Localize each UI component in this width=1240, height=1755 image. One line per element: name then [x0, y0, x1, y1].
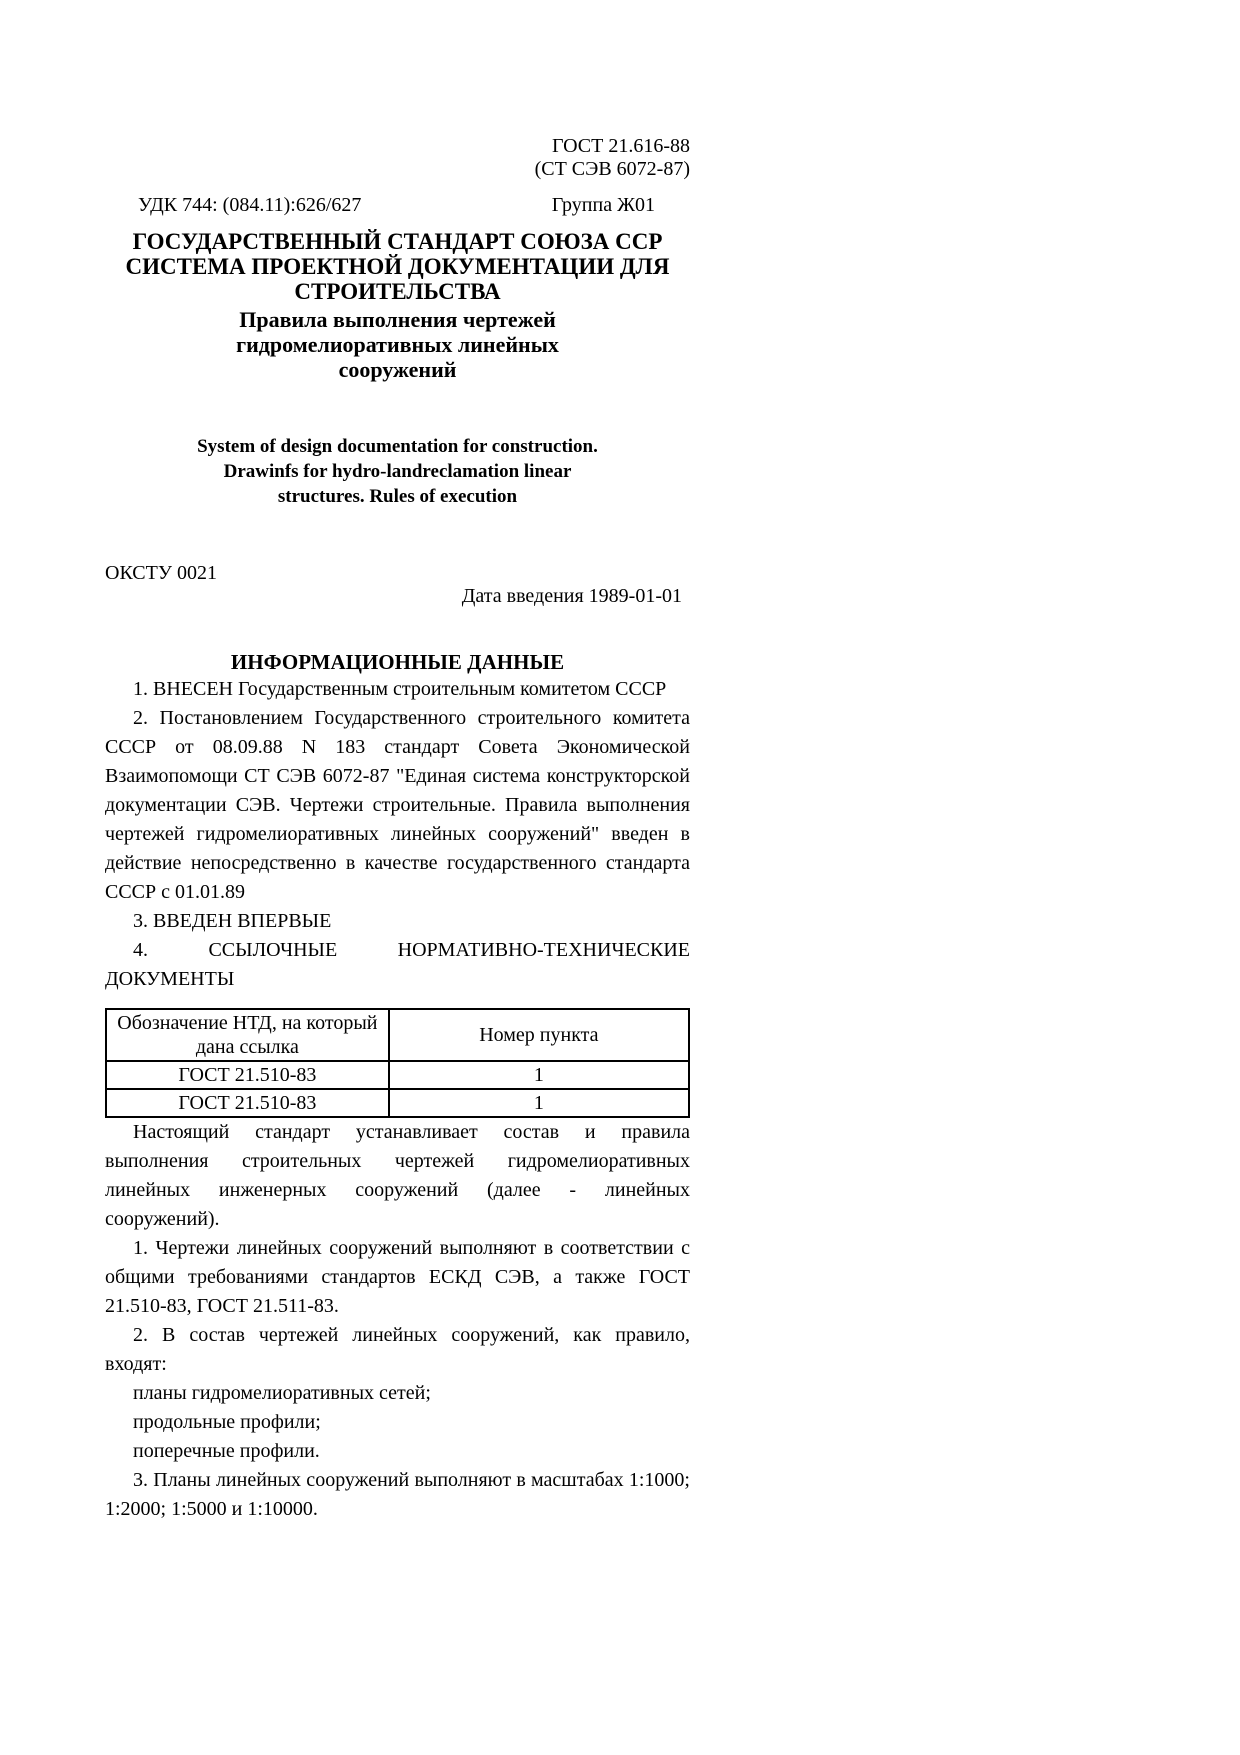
subtitle-ru-line-1: Правила выполнения чертежей [239, 307, 556, 332]
info-data-heading: ИНФОРМАЦИОННЫЕ ДАННЫЕ [230, 650, 565, 674]
table-header-item-number: Номер пункта [389, 1009, 689, 1061]
table-cell-ntd: ГОСТ 21.510-83 [106, 1061, 389, 1089]
body-item-2: 2. В состав чертежей линейных сооружений, как правило, входят: [105, 1324, 690, 1375]
text-column [105, 0, 690, 1524]
table-row [106, 1089, 689, 1117]
standard-code: ГОСТ 21.616-88 [552, 135, 690, 157]
body-item-2c: поперечные профили. [133, 1440, 320, 1462]
body-item-1: 1. Чертежи линейных сооружений выполняют в соответствии с общими требованиями стандартов ЕСКД СЭВ, а также ГОСТ 21.510-83, ГОСТ 21.511-83. [105, 1237, 690, 1317]
title-ru-line-3: СТРОИТЕЛЬСТВА [294, 279, 501, 304]
standard-code-alt: (СТ СЭВ 6072-87) [534, 158, 690, 180]
udk-group-row [105, 194, 690, 217]
body-item-2b: продольные профили; [133, 1411, 321, 1433]
info-item-3: 3. ВВЕДЕН ВПЕРВЫЕ [133, 910, 332, 932]
document-title-ru [105, 229, 690, 304]
introduction-date: Дата введения 1989-01-01 [461, 585, 682, 607]
title-en-line-3: structures. Rules of execution [277, 486, 518, 507]
info-item-2: 2. Постановлением Государственного строительного комитета СССР от 08.09.88 N 183 стандарт Совета Экономической Взаимопомощи СТ СЭВ 6072-87 "Единая система конструкторской документации СЭВ. Чертежи строительные. Правила выполнения чертежей гидромелиоративных линейных сооружений" введен в действие непосредственно в качестве государственного стандарта СССР с 01.01.89 [105, 707, 690, 903]
udk-number: УДК 744: (084.11):626/627 [138, 194, 362, 216]
body-item-3: 3. Планы линейных сооружений выполняют в масштабах 1:1000; 1:2000; 1:5000 и 1:10000. [105, 1469, 690, 1520]
info-item-4: 4. ССЫЛОЧНЫЕ НОРМАТИВНО-ТЕХНИЧЕСКИЕ ДОКУМЕНТЫ [105, 939, 690, 990]
subtitle-ru-line-3: сооружений [338, 357, 457, 382]
table-row [106, 1061, 689, 1089]
title-en-line-1: System of design documentation for construction. [197, 436, 598, 457]
table-header-row [106, 1009, 689, 1061]
table-cell-item-number: 1 [389, 1089, 689, 1117]
document-subtitle-ru [105, 307, 690, 382]
okstu-code: ОКСТУ 0021 [105, 562, 218, 584]
table-header-ntd: Обозначение НТД, на который дана ссылка [106, 1009, 389, 1061]
body-item-2a: планы гидромелиоративных сетей; [133, 1382, 431, 1404]
title-ru-line-1: ГОСУДАРСТВЕННЫЙ СТАНДАРТ СОЮЗА ССР [132, 229, 663, 254]
ntd-reference-table [105, 1008, 690, 1118]
title-en-line-2: Drawinfs for hydro-landreclamation linear [223, 461, 572, 482]
info-item-1: 1. ВНЕСЕН Государственным строительным комитетом СССР [133, 678, 667, 700]
standard-code-block [105, 135, 690, 181]
group-label: Группа Ж01 [551, 194, 655, 216]
table-cell-ntd: ГОСТ 21.510-83 [106, 1089, 389, 1117]
scope-paragraph: Настоящий стандарт устанавливает состав и правила выполнения строительных чертежей гидромелиоративных линейных инженерных сооружений (далее - линейных сооружений). [105, 1121, 690, 1230]
subtitle-ru-line-2: гидромелиоративных линейных [236, 332, 559, 357]
title-ru-line-2: СИСТЕМА ПРОЕКТНОЙ ДОКУМЕНТАЦИИ ДЛЯ [125, 254, 670, 279]
document-title-en [105, 434, 690, 509]
table-cell-item-number: 1 [389, 1061, 689, 1089]
